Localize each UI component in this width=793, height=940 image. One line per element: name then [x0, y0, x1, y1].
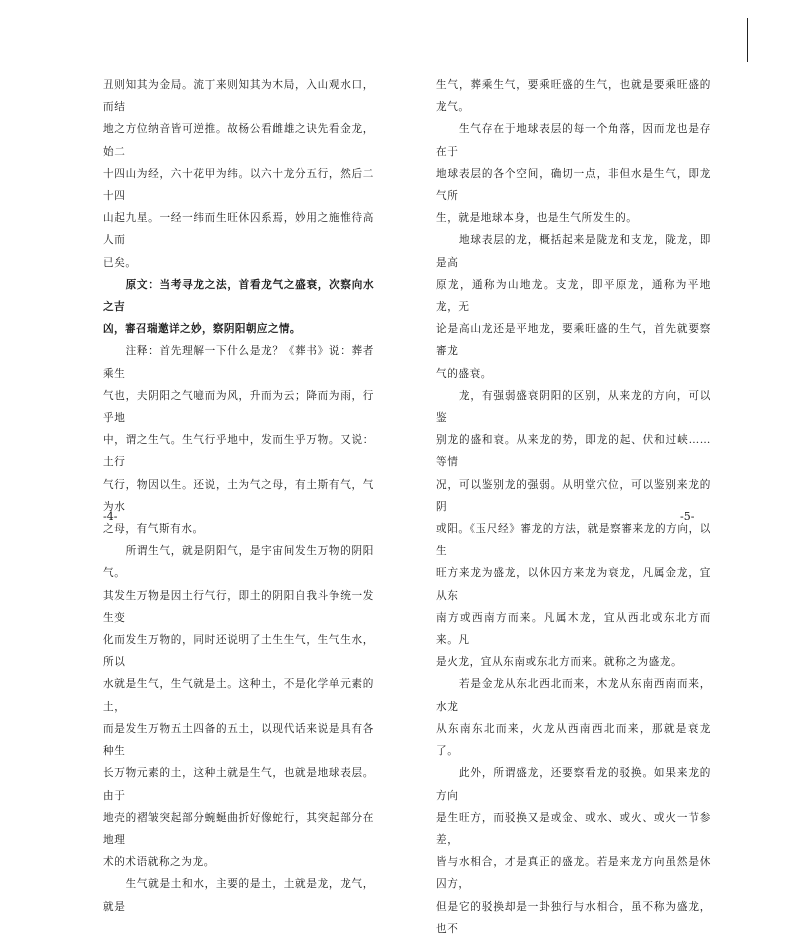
page-edge-mark [747, 18, 748, 62]
page-number-left: -4- [103, 510, 118, 523]
paragraph: 龙，有强弱盛衰阴阳的区别，从来龙的方向，可以鉴 别龙的盛和衰。从来龙的势，即龙的起、伏和过峡……等情 况，可以鉴别龙的强弱。从明堂穴位，可以鉴别来龙的阴 或阳。《玉尺经》審龙的方法，就是察審来龙的方向，以生 旺方来龙为盛龙，以休囚方来龙为衰龙，凡属金龙，宜从东 南方或西南方而来。凡属木龙，宜从西北或东北方而来。凡 是火龙，宜从东南或东北方而来。就称之为盛龙。 [436, 389, 711, 669]
paragraph: 若是金龙从东北西北而来，木龙从东南西南而来，水龙 从东南东北而来，火龙从西南西北而来，那就是衰龙了。 [436, 678, 711, 758]
left-page [103, 74, 374, 918]
page-number-right: -5- [680, 510, 695, 523]
annotation-paragraph: 注释：首先理解一下什么是龙？《葬书》说：葬者乘生 气也，夫阴阳之气噫而为风，升而为云；降而为雨，行乎地 中，谓之生气。生气行乎地中，发而生乎万物。又说：土行 气行，物因以生。还说，土为气之母，有土斯有气，气为水 之母，有气斯有水。 [103, 345, 374, 536]
paragraph: 地球表层的龙，概括起来是陇龙和支龙，陇龙，即是高 原龙，通称为山地龙。支龙，即平原龙，通称为平地龙，无 论是高山龙还是平地龙，要乘旺盛的生气，首先就要察審龙 气的盛衰。 [436, 234, 711, 380]
paragraph: 生气存在于地球表层的每一个角落，因而龙也是存在于 地球表层的各个空间，确切一点，非但水是生气，即龙气所 生，就是地球本身，也是生气所发生的。 [436, 123, 711, 225]
paragraph: 生气，葬乘生气，要乘旺盛的生气，也就是要乘旺盛的龙气。 [436, 79, 711, 114]
paragraph: 此外，所谓盛龙，还要察看龙的驳换。如果来龙的方向 是生旺方，而驳换又是或金、或水、或火、或火一节参差， 皆与水相合，才是真正的盛龙。若是来龙方向虽然是休囚方， 但是它的驳换却是一卦独行与水相合，虽不称为盛龙，也不 [436, 767, 711, 935]
paragraph: 所谓生气，就是阴阳气，是宇宙间发生万物的阴阳气。 其发生万物是因土行气行，即土的阴阳自我斗争统一发生变 化而发生万物的，同时还说明了土生生气，生气生水，所以 水就是生气，生气就是土。这种土，不是化学单元素的土， 而是发生万物五土四备的五土，以现代话来说是具有各种生 长万物元素的土，这种土就是生气，也就是地球表层。由于 地壳的褶皱突起部分蜿蜒曲折好像蛇行，其突起部分在地理 术的术语就称之为龙。 [103, 545, 374, 869]
original-text-paragraph: 原文：当考寻龙之法，首看龙气之盛衰，次察向水之吉 凶，審召瑞邀详之妙，察阴阳朝应之情。 [103, 278, 374, 336]
paragraph: 丑则知其为金局。流丁来则知其为木局，入山观水口，而结 地之方位纳音皆可逆推。故杨公看雌雄之诀先看金龙，始二 十四山为经，六十花甲为纬。以六十龙分五行，然后二十四 山起九星。一经一纬而生旺休囚系焉，妙用之施惟待高人而 已矣。 [103, 79, 374, 269]
right-page [436, 74, 711, 940]
paragraph: 生气就是土和水，主要的是土，土就是龙，龙气，就是 [103, 878, 374, 913]
